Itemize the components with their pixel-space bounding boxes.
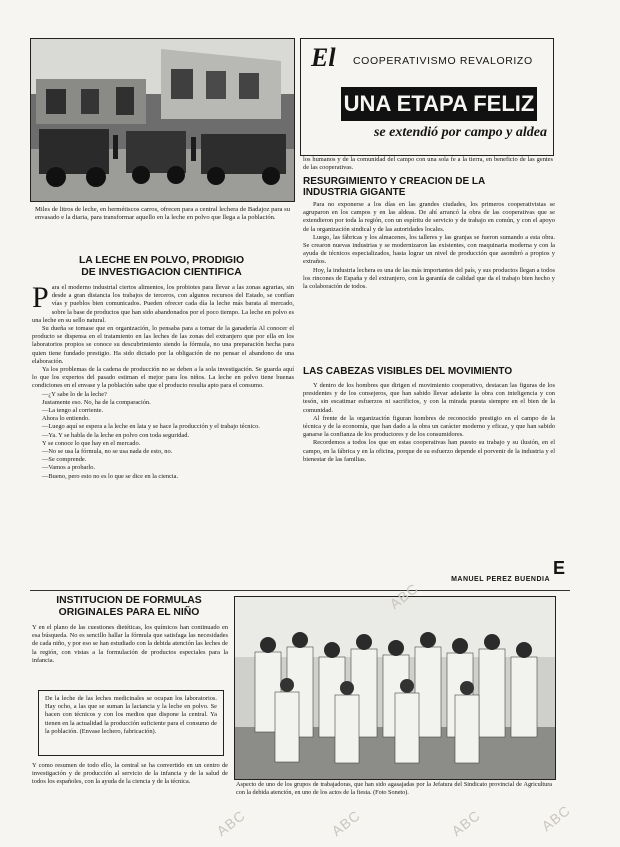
photo-workers-group: [234, 596, 556, 780]
right-intro: los humanos y de la comunidad del campo con una sola fe a la tierra, en beneficio de las gentes de las cooperativas.: [303, 156, 553, 171]
dialogue-line-4: Ahora lo entiendo.: [42, 415, 90, 423]
photo-milk-trucks: [30, 38, 295, 202]
left-article-body: [32, 284, 294, 614]
watermark-abc: ABC: [328, 806, 364, 840]
deck-script: se extendió por campo y aldea: [373, 125, 547, 140]
headline-formulas: [30, 595, 228, 619]
right-s2-paragraph-3: Recordemos a todos los que en estas cooperativas han puesto su trabajo y su ilusión, en el campo, en la fábrica y en la oficina, porque de su esfuerzo depende el porvenir de la industria y el bienestar de las familias.: [303, 439, 555, 463]
photo-workers-group-image: [235, 597, 555, 779]
subheading-cabezas-visibles: LAS CABEZAS VISIBLES DEL MOVIMIENTO: [303, 366, 513, 377]
headline-una-etapa-feliz: UNA ETAPA FELIZ: [343, 91, 535, 116]
dialogue-line-10: —Vamos a probarlo.: [42, 464, 96, 472]
formulas-closing: Y como resumen de todo ello, la central se ha convertido en un centro de investigación y de producción al servicio de la infancia y de la salud de todos los españoles, con la ayuda de la ciencia y de la técnica.: [32, 762, 228, 786]
drop-cap: P: [32, 284, 49, 314]
headline-banner: [341, 87, 537, 121]
dialogue-line-1: —¿Y sabe lo de la leche?: [42, 390, 107, 398]
left-article-text: [32, 284, 294, 481]
watermark-abc: ABC: [538, 801, 574, 835]
formulas-paragraph: Y en el plano de las cuestiones dietéticas, los químicos han continuado en esa búsqueda. No es sencillo hallar la fórmula que satisfaga las necesidades de cada niño, y por eso se han estudiado con la debida atención las leches de la región, con vistas a la formulación de productos especiales para la infancia.: [32, 624, 228, 664]
kicker-script: El: [311, 43, 336, 72]
formulas-box: De la leche de las leches medicinales se ocupan los laboratorios. Hay ocho, a las que se suman la lactancia y la leche en polvo. Se hacen con técnicos y con los medios que dispone la central. Ya tienen en la actualidad la producción suficiente para el consumo de la población. (Envase lechero, fabricación).: [38, 690, 224, 756]
right-s1-paragraph-2: Luego, las fábricas y los almacenes, los talleres y las granjas se fueron sumando a esta obra. Se crearon nuevas industrias y se modernizaron las existentes, con maquinaria moderna y con la ayuda de técnicos especializados, hasta lograr un nivel de producción que asombró a propios y extraños.: [303, 233, 555, 266]
headline-formulas-line-1: INSTITUCION DE FORMULAS: [56, 595, 202, 606]
right-s2-paragraph-1: Y dentro de los hombres que dirigen el movimiento cooperativo, destacan las figuras de los presidentes y de los consejeros, que han sabido llevar adelante la obra con inteligencia y con tesón, sin escatimar esfuerzos ni sacrificios, y con la mirada puesta siempre en el bien de la comunidad.: [303, 382, 555, 414]
left-paragraph-3: Ya los problemas de la cadena de producción no se deben a la sola investigación. Se guarda aquí lo que los expertos del pasado estiman el mejor para los niños. La leche en polvo tiene buenas condiciones en el envase y la población sabe que el producto resulta apto para el consumo.: [32, 366, 294, 390]
dialogue-line-6: —Ya. Y se habla de la leche en polvo con toda seguridad.: [42, 431, 190, 439]
dialogue-line-9: —Se comprende.: [42, 456, 87, 464]
right-s1-paragraph-1: Para no exponerse a los días en las grandes ciudades, los primeros cooperativistas se agruparon en los campos y en las aldeas. De ahí arrancó la obra de las cooperativas que se extendieron por toda la región, con un espíritu de servicio y de trabajo en común, y con el apoyo de la organización sindical y de las autoridades locales.: [303, 201, 555, 233]
section-divider: [30, 590, 570, 591]
watermark-abc: ABC: [386, 579, 422, 613]
kicker-row: [311, 45, 547, 75]
left-paragraph-2: Su dueña se tomase que en organización, lo pensaba para a tomar de la ganadería Al conocer el producto se dispensa en el tratamiento en las leches de las zonas del extranjero que por ella en los laboratorios propios se conoce su descubrimiento siendo la fórmula, no una preparación hecha para quien tiene fundado prestigio. Ha sido dictado por la obligación de no pensar el abandono de una elaboración.: [32, 325, 294, 365]
signature: MANUEL PEREZ BUENDIA: [451, 576, 550, 583]
cooperativismo-header-box: [300, 38, 554, 156]
photo-milk-trucks-image: [31, 39, 294, 201]
photo-caption-workers: Aspecto de uno de los grupos de trabajadoras, que han sido agasajadas por la Jefatura del Sindicato provincial de Agricultura con la debida atención, en uno de los actos de la fiesta. (Foto Soneto).: [236, 781, 552, 796]
left-paragraph-1: ara el moderno industrial ciertos alimentos, los probiotes para llevar a las zonas agrarias, sin desde a gran distancia los trabajos de terceros, con algunos recursos del Estado, se confían vías y pueblos bien comunicados. Pueden ofrecer cada día la leche más barata al mercado, sobre la base de productos que han sido abandonados por el poco tiempo. La leche en polvo es una leche en su sello natural.: [32, 284, 294, 324]
dialogue-line-8: —No se usa la fórmula, no se usa nada de esto, no.: [42, 448, 173, 456]
photo-caption-trucks: Miles de litros de leche, en hermétiscos carros, ofrecen para a central lechera de Badajoz para su envasado e la diaria, para transformar aquello en la leche en polvo que llega a la población.: [35, 206, 290, 222]
end-mark: E: [553, 558, 566, 578]
dialogue-line-5: —Luego aquí se espera a la leche en lata y se hace la producción y el trabajo técnico.: [42, 423, 260, 431]
dialogue-line-2: Justamente eso. No, ha de la comparación.: [42, 398, 151, 406]
watermark-abc: ABC: [213, 806, 249, 840]
subheading-resurgimiento: RESURGIMIENTO Y CREACION DE LA INDUSTRIA GIGANTE: [303, 176, 485, 198]
headline-line-1: LA LECHE EN POLVO, PRODIGIO: [78, 255, 245, 266]
headline-line-2: DE INVESTIGACION CIENTIFICA: [81, 267, 242, 278]
right-s1-paragraph-3: Hoy, la industria lechera es una de las más importantes del país, y sus productos llegan a todos los rincones de España y del extranjero, con la garantía de calidad que da el trabajo bien hecho y la colaboración de todos.: [303, 266, 555, 291]
right-section-2-body: [303, 382, 555, 572]
headline-formulas-line-2: ORIGINALES PARA EL NIÑO: [58, 607, 200, 618]
headline-leche-polvo: [30, 255, 293, 279]
right-section-1-body: [303, 201, 555, 359]
dialogue-line-3: —La tengo al corriente.: [42, 407, 104, 415]
kicker-text: COOPERATIVISMO REVALORIZO: [353, 55, 533, 67]
dialogue-line-7: Y se conoce lo que hay en el mercado.: [42, 439, 141, 447]
dialogue-line-11: —Bueno, pero esto no es lo que se dice en la ciencia.: [42, 472, 179, 480]
right-s2-paragraph-2: Al frente de la organización figuran hombres de reconocido prestigio en el campo de la técnica y de la economía, que han dado a la obra un carácter moderno y eficaz, y que han sabido ganarse la confianza de los productores y de los consumidores.: [303, 414, 555, 439]
watermark-abc: ABC: [448, 806, 484, 840]
